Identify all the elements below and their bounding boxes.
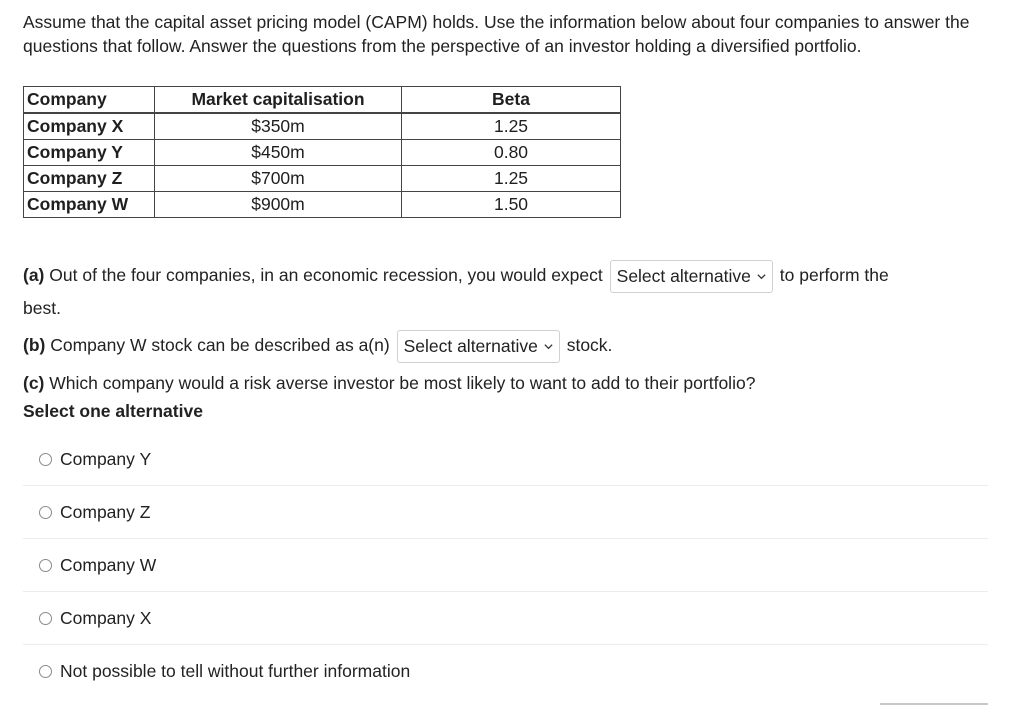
table-row: [24, 192, 621, 218]
cell-beta: 1.50: [402, 192, 621, 218]
radio-button[interactable]: [39, 559, 52, 572]
option-not-possible[interactable]: [23, 645, 988, 698]
answer-options: [23, 433, 988, 705]
col-header-beta: Beta: [402, 87, 621, 114]
option-company-w[interactable]: [23, 539, 988, 592]
question-b-select[interactable]: [397, 330, 560, 363]
radio-button[interactable]: [39, 665, 52, 678]
question-a-select[interactable]: [610, 260, 773, 293]
question-b-select-value: Select alternative: [403, 336, 538, 357]
option-label: Company Z: [60, 501, 151, 522]
chevron-down-icon: [756, 271, 767, 282]
question-b-label: (b): [23, 335, 46, 355]
cell-market-cap: $450m: [155, 140, 402, 166]
question-b-text-after: stock.: [566, 335, 613, 355]
radio-button[interactable]: [39, 453, 52, 466]
cell-beta: 0.80: [402, 140, 621, 166]
table-row: [24, 140, 621, 166]
col-header-market-cap: Market capitalisation: [155, 87, 402, 114]
question-b: [23, 328, 612, 363]
question-a-continued: best.: [23, 298, 61, 318]
intro-text: Assume that the capital asset pricing model (CAPM) holds. Use the information below about four companies to answer the questions that follow. Answer the questions from the perspective of an investor holding a diversified portfolio.: [23, 12, 970, 56]
option-label: Not possible to tell without further information: [60, 661, 411, 681]
radio-button[interactable]: [39, 612, 52, 625]
question-b-text: Company W stock can be described as a(n): [50, 335, 390, 355]
table-row: [24, 113, 621, 140]
option-company-z[interactable]: [23, 486, 988, 539]
cell-market-cap: $900m: [155, 192, 402, 218]
question-c: [23, 371, 755, 395]
cell-market-cap: $350m: [155, 113, 402, 140]
question-a-text: Out of the four companies, in an economic recession, you would expect: [49, 265, 603, 285]
option-label: Company X: [60, 607, 152, 628]
cell-company: Company W: [24, 192, 155, 218]
option-company-x[interactable]: [23, 592, 988, 645]
option-company-y[interactable]: [23, 433, 988, 486]
table-row: [24, 166, 621, 192]
question-a-label: (a): [23, 265, 45, 285]
question-c-label: (c): [23, 373, 45, 393]
question-a-select-value: Select alternative: [616, 266, 751, 287]
option-label: Company Y: [60, 448, 152, 469]
chevron-down-icon: [543, 341, 554, 352]
cell-company: Company X: [24, 113, 155, 140]
cell-market-cap: $700m: [155, 166, 402, 192]
question-a: [23, 258, 983, 293]
question-c-text: Which company would a risk averse investor be most likely to want to add to their portfolio?: [49, 373, 756, 393]
cell-company: Company Z: [24, 166, 155, 192]
option-label: Company W: [60, 554, 157, 575]
question-a-text-after: to perform the: [779, 265, 889, 285]
question-c-instruction: Select one alternative: [23, 401, 203, 421]
table-header-row: [24, 87, 621, 114]
col-header-company: Company: [24, 87, 155, 114]
company-table: [23, 86, 621, 218]
cell-company: Company Y: [24, 140, 155, 166]
cell-beta: 1.25: [402, 166, 621, 192]
cell-beta: 1.25: [402, 113, 621, 140]
radio-button[interactable]: [39, 506, 52, 519]
